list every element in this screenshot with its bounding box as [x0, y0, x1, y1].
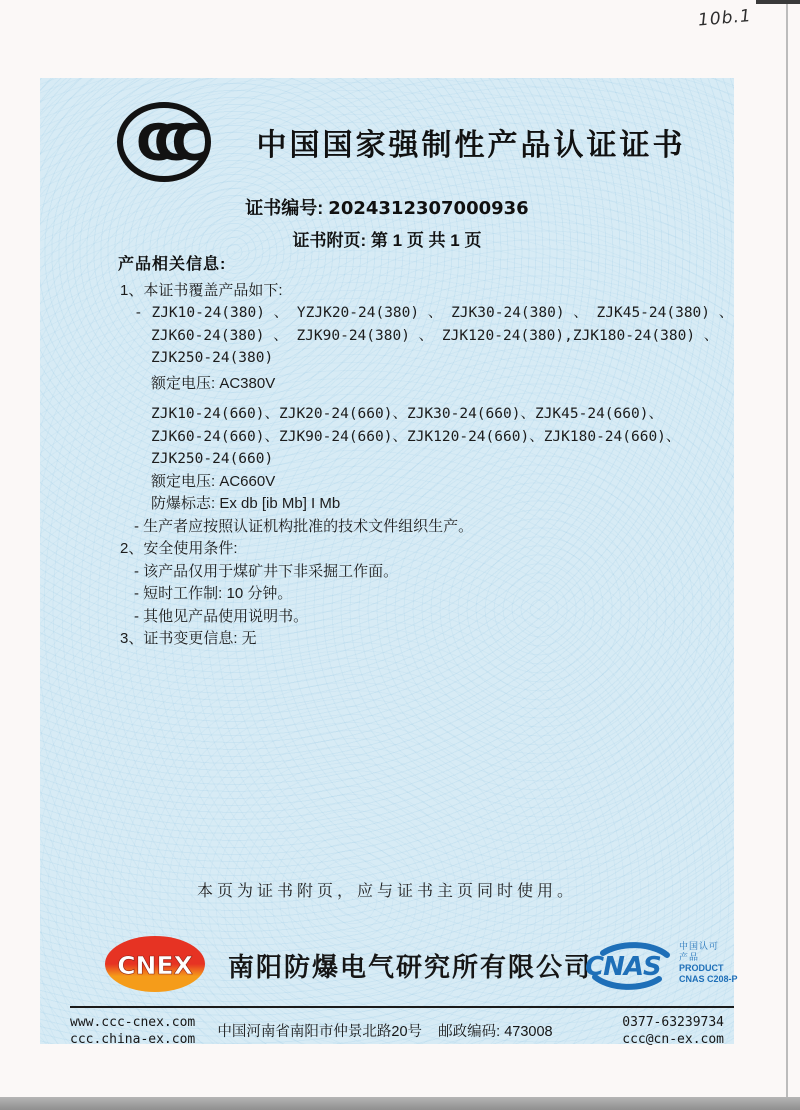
contact-phone-email: [622, 1014, 724, 1048]
page-title: 中国国家强制性产品认证证书: [256, 129, 686, 162]
website-url: ccc.china-ex.com: [70, 1032, 196, 1047]
cnas-side-line: 中国认可: [679, 941, 720, 951]
content-line-models: ZJK10-24(660)、ZJK20-24(660)、ZJK30-24(660)、ZJK45-24(660)、: [151, 406, 663, 422]
address-text: 中国河南省南阳市仲景北路20号: [217, 1024, 423, 1040]
cnas-side-line: CNAS C208-P: [679, 974, 738, 984]
certificate-number-value: 2024312307000936: [328, 198, 529, 219]
svg-text:CNEX: CNEX: [117, 951, 193, 980]
certificate-number-line: [40, 194, 734, 220]
svg-text:CNAS: CNAS: [585, 952, 661, 982]
content-line: - 短时工作制: 10 分钟。: [134, 585, 293, 602]
contact-websites: [70, 1014, 195, 1048]
footer-divider: [70, 1006, 734, 1008]
scan-bottom-strip: [0, 1097, 800, 1110]
content-line: 1、本证书覆盖产品如下:: [120, 281, 283, 299]
phone-number: 0377-63239734: [622, 1015, 724, 1030]
cnas-side-line: PRODUCT: [679, 963, 724, 973]
company-name: 南阳防爆电气研究所有限公司: [227, 952, 592, 982]
content-line-models: ZJK60-24(660)、ZJK90-24(660)、ZJK120-24(660)、ZJK180-24(660)、: [151, 428, 681, 445]
content-line: - 该产品仅用于煤矿井下非采掘工作面。: [134, 562, 399, 580]
certificate-pages-label: 证书附页:: [292, 231, 371, 250]
footer-logos-row: [40, 933, 738, 997]
content-line-models: ZJK250-24(660): [151, 451, 274, 467]
email-address: ccc@cn-ex.com: [622, 1032, 724, 1047]
content-line-voltage: 额定电压: AC380V: [151, 374, 276, 392]
cnas-logo: [585, 937, 738, 995]
content-line-models: ZJK60-24(380) 、 ZJK90-24(380) 、 ZJK120-24(380),ZJK180-24(380) 、: [151, 327, 719, 344]
content-line: - 其他见产品使用说明书。: [134, 607, 309, 625]
section-title: 产品相关信息:: [118, 256, 227, 273]
certificate-number-label: 证书编号:: [245, 198, 329, 218]
content-line: 3、证书变更信息: 无: [120, 630, 257, 647]
website-url: www.ccc-cnex.com: [70, 1015, 196, 1030]
certificate-pages-value: 第 1 页 共 1 页: [370, 231, 482, 250]
certificate-pages-line: [40, 226, 734, 251]
contact-bar: [40, 1012, 734, 1052]
content-line: - 生产者应按照认证机构批准的技术文件组织生产。: [134, 517, 474, 535]
scan-edge-mark: [756, 0, 800, 4]
certificate-page: [40, 78, 738, 1047]
scan-edge-line: [786, 0, 788, 1110]
cnas-logo-icon: [585, 939, 677, 991]
product-info-section: [118, 254, 734, 651]
ccc-logo-icon: [116, 100, 212, 184]
cnas-side-text: [679, 941, 739, 985]
postal-code: 邮政编码: 473008: [438, 1024, 553, 1040]
content-line-ex-mark: 防爆标志: Ex db [ib Mb] I Mb: [151, 495, 341, 512]
content-line-voltage: 额定电压: AC660V: [151, 472, 276, 490]
svg-text:CCC: CCC: [136, 114, 190, 172]
cnas-side-line: 产品: [679, 952, 700, 962]
footnote: 本页为证书附页，应与证书主页同时使用。: [196, 883, 577, 900]
content-line: 2、安全使用条件:: [120, 540, 238, 557]
cnex-logo-icon: [104, 935, 206, 993]
content-line-models: - ZJK10-24(380) 、 YZJK20-24(380) 、 ZJK30-24(380) 、 ZJK45-24(380) 、: [134, 305, 734, 321]
certificate-header: [40, 98, 734, 186]
contact-address: [200, 1020, 570, 1041]
content-line-models: ZJK250-24(380): [151, 350, 274, 366]
handwritten-note: 10b.1: [697, 5, 753, 31]
